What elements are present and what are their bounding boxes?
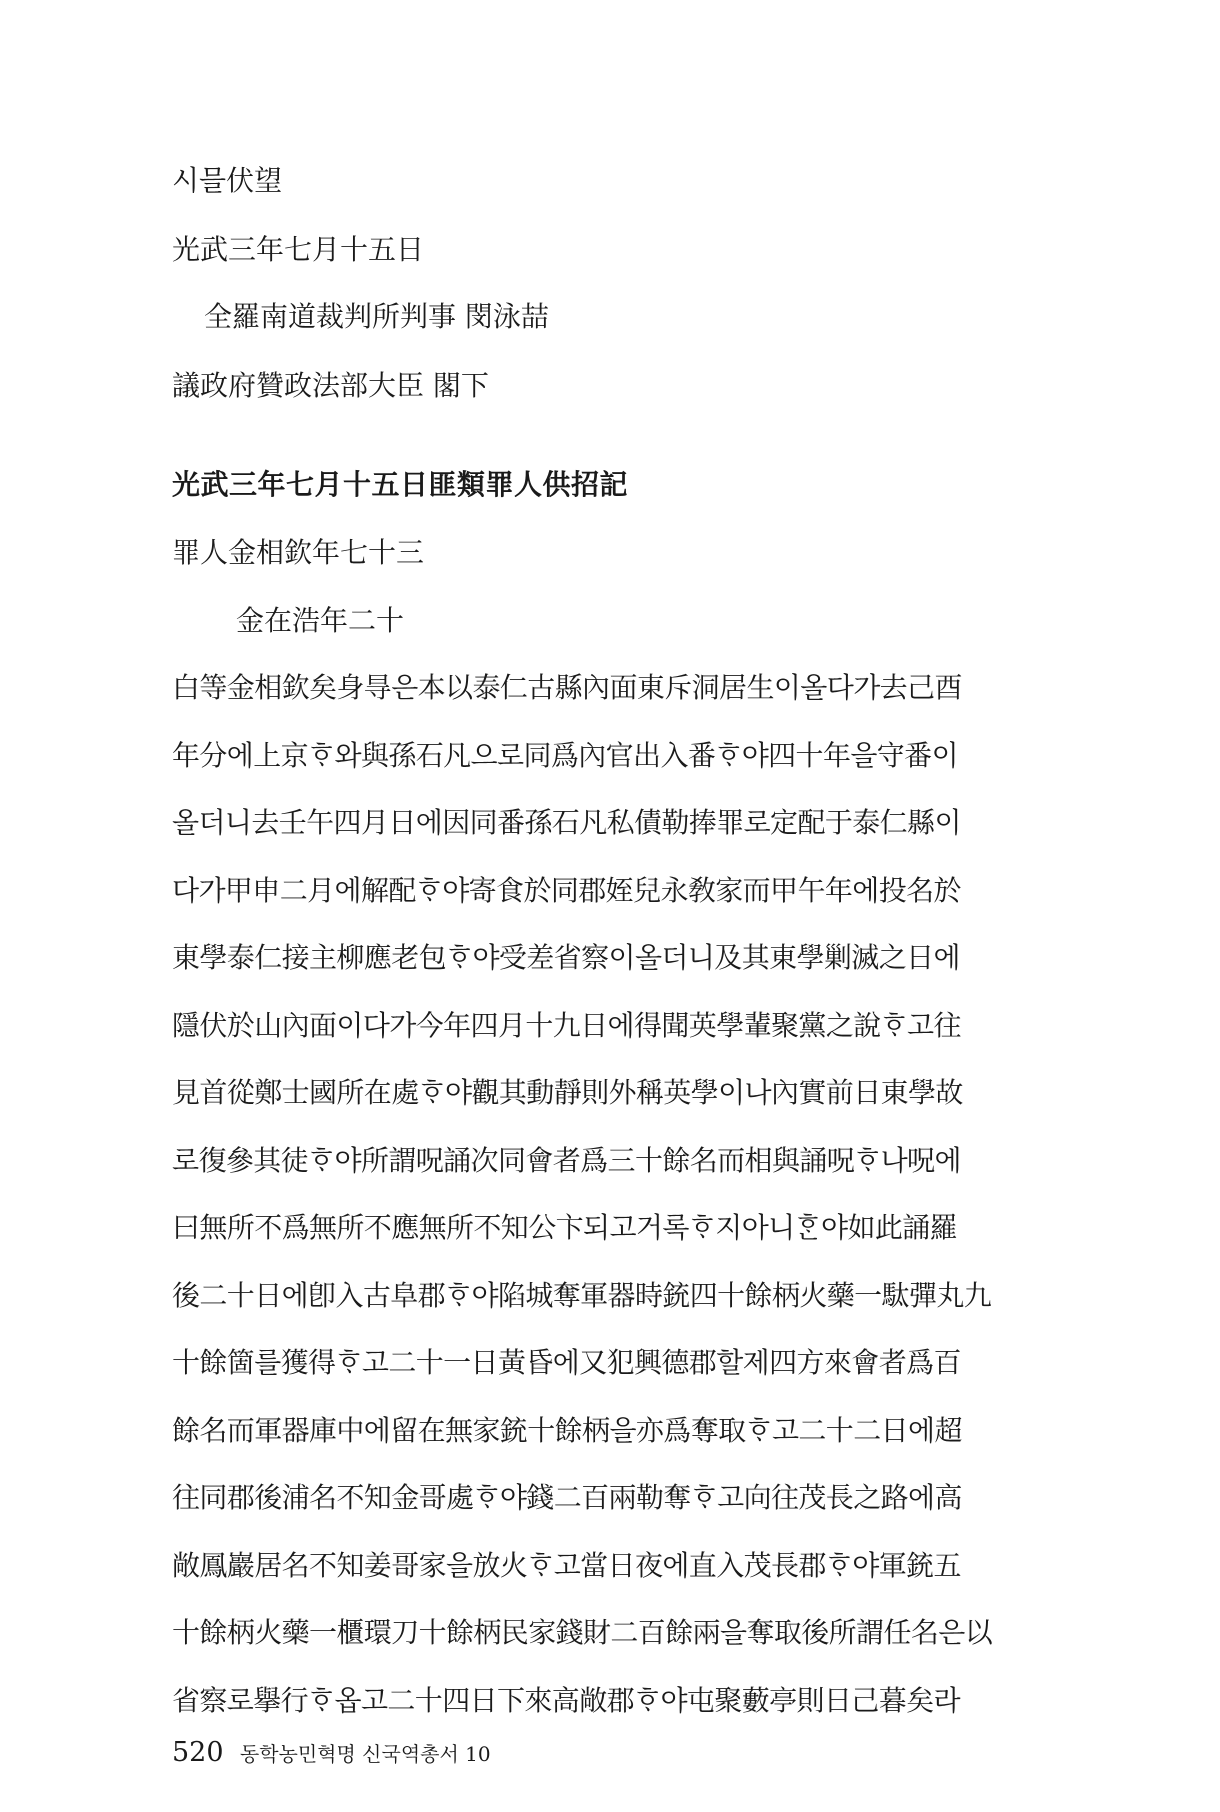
record-heading: 光武三年七月十五日匪類罪人供招記 [172, 468, 629, 501]
body-line: 餘名而軍器庫中에留在無家銃十餘柄을亦爲奪取ᄒᆞ고二十二日에超 [172, 1414, 962, 1447]
body-line: 省察로擧行ᄒᆞ옵고二十四日下來高敞郡ᄒᆞ야屯聚藪亭則日己暮矣라 [172, 1684, 960, 1717]
letter-recipient: 議政府贊政法部大臣 閣下 [172, 369, 489, 402]
closing-line: 시믈伏望 [172, 164, 283, 197]
letter-sender: 全羅南道裁判所判事 閔泳喆 [204, 300, 549, 333]
body-line: 敞鳳巖居名不知姜哥家을放火ᄒᆞ고當日夜에直入茂長郡ᄒᆞ야軍銃五 [172, 1549, 961, 1582]
defendant-line: 罪人金相欽年七十三 [172, 536, 425, 569]
body-line: 로復參其徒ᄒᆞ야所謂呪誦次同會者爲三十餘名而相與誦呪ᄒᆞ나呪에 [172, 1144, 961, 1177]
page-number: 520 [172, 1737, 224, 1768]
body-line: 白等金相欽矣身㝵은本以泰仁古縣內面東斥洞居生이올다가去己酉 [172, 671, 962, 704]
page-footer [172, 1737, 491, 1768]
defendant-line: 金在浩年二十 [236, 604, 405, 637]
body-line: 十餘柄火藥一櫃環刀十餘柄民家錢財二百餘兩을奪取後所謂任名은以 [172, 1616, 993, 1649]
body-line: 東學泰仁接主柳應老包ᄒᆞ야受差省察이올더니及其東學剿滅之日에 [172, 941, 960, 974]
body-line: 見首從鄭士國所在處ᄒᆞ야觀其動靜則外稱英學이나內實前日東學故 [172, 1076, 963, 1109]
body-line: 隱伏於山內面이다가今年四月十九日에得聞英學輩聚黨之說ᄒᆞ고往 [172, 1009, 961, 1042]
letter-date: 光武三年七月十五日 [172, 233, 425, 266]
body-line: 올더니去壬午四月日에因同番孫石凡私債勒捧罪로定配于泰仁縣이 [172, 806, 961, 839]
body-line: 年分에上京ᄒᆞ와與孫石凡으로同爲內官出入番ᄒᆞ야四十年을守番이 [172, 739, 959, 772]
body-line: 다가甲申二月에解配ᄒᆞ야寄食於同郡姪兒永敎家而甲午年에投名於 [172, 874, 961, 907]
series-title: 동학농민혁명 신국역총서 10 [239, 1742, 491, 1766]
body-line: 十餘箇를獲得ᄒᆞ고二十一日黃昏에又犯興德郡할제四方來會者爲百 [172, 1346, 961, 1379]
body-line: 往同郡後浦名不知金哥處ᄒᆞ야錢二百兩勒奪ᄒᆞ고向往茂長之路에高 [172, 1481, 962, 1514]
body-line: 曰無所不爲無所不應無所不知公卞되고거록ᄒᆞ지아니ᄒᆞᆫ야如此誦羅 [172, 1211, 958, 1244]
body-line: 後二十日에卽入古阜郡ᄒᆞ야陷城奪軍器時銃四十餘柄火藥一駄彈丸九 [172, 1279, 992, 1312]
